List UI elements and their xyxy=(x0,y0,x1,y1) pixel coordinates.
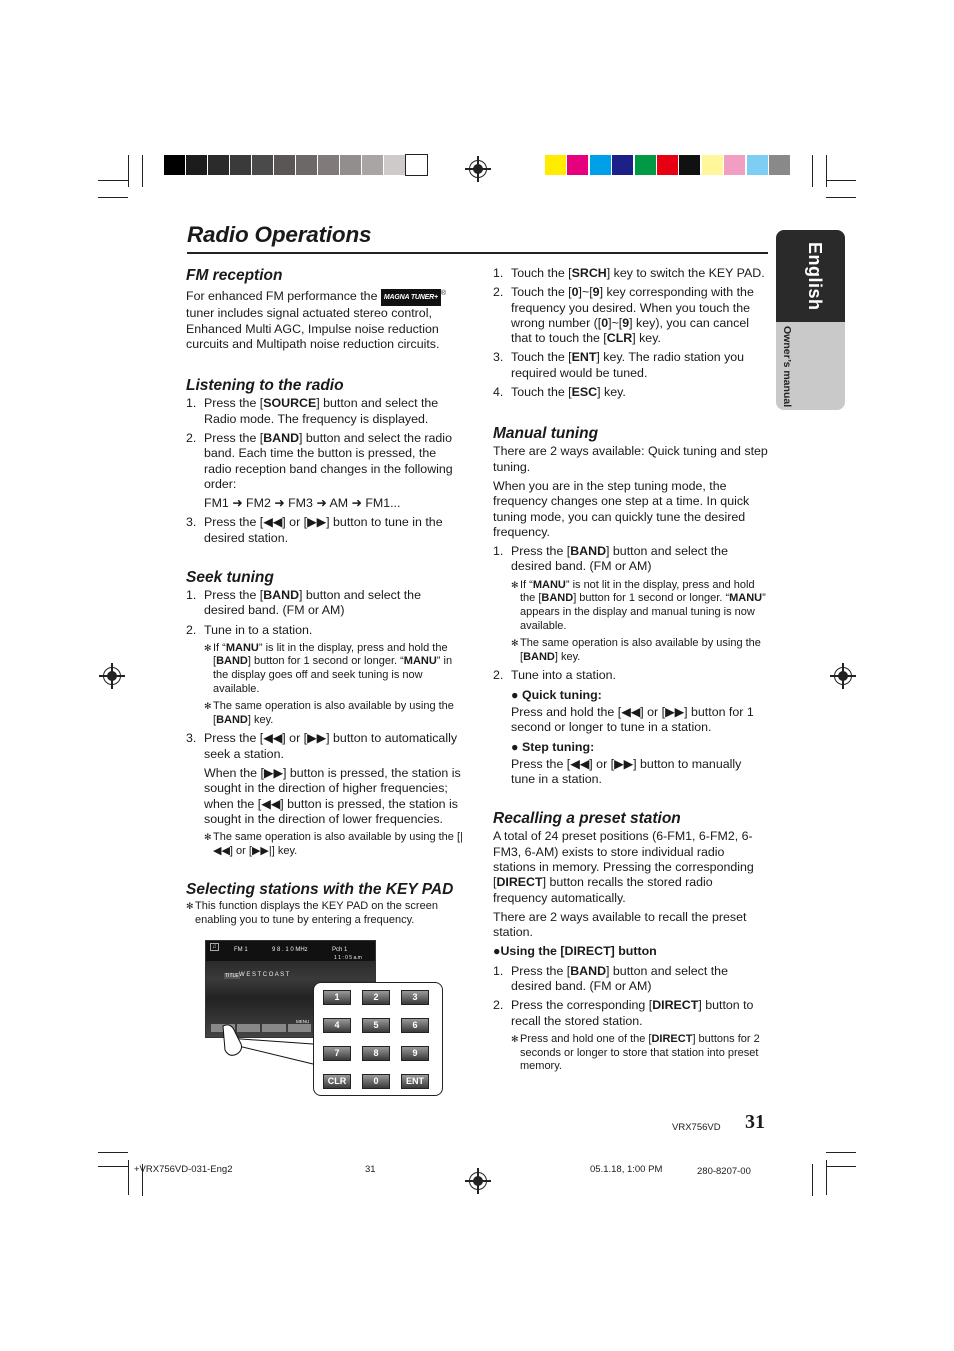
seek-step-3: 3. Press the [◀◀] or [▶▶] button to automatically seek a station. xyxy=(186,731,458,761)
preset-intro: A total of 24 preset positions (6-FM1, 6-FM2, 6-FM3, 6-AM) exists to store individual radio stations in memory. Pressing the corresponding [DIRECT] button recalls the stored radio frequency automatically. xyxy=(493,829,754,905)
footer-part: 280-8207-00 xyxy=(697,1166,751,1177)
color-swatch xyxy=(186,155,207,175)
color-swatch xyxy=(362,155,383,175)
magna-tuner-logo: MAGNA TUNER+ xyxy=(381,289,441,306)
key-pad-note: ✻ This function displays the KEY PAD on the screen enabling you to tune by entering a frequency. xyxy=(186,900,438,926)
language-tab-label: English xyxy=(805,242,825,311)
preset-ways: There are 2 ways available to recall the preset station. xyxy=(493,909,747,940)
seek-note-1: ✻ If “MANU” is lit in the display, press and hold the [BAND] button for 1 second or longer. “MANU” in the display goes off and seek tuning is now available. xyxy=(204,641,453,695)
preset-step-1: 1. Press the [BAND] button and select the desired band. (FM or AM) xyxy=(493,963,728,994)
keypad-key-3: 3 xyxy=(401,990,429,1005)
next-icon: ▶▶ xyxy=(263,766,283,781)
manual-tuning-intro: There are 2 ways available: Quick tuning and step tuning. xyxy=(493,444,768,474)
fm-reception-heading: FM reception xyxy=(186,267,283,284)
next-icon: ▶▶ xyxy=(665,704,685,719)
keypad-key-6: 6 xyxy=(401,1018,429,1033)
footer-file: +VRX756VD-031-Eng2 xyxy=(134,1164,233,1175)
recalling-preset-heading: Recalling a preset station xyxy=(493,810,681,828)
radio-screen: ♫ FM 1 9 8 . 1 0 MHz Pch 1 1 1 : 0 5 a.m TITLE W E S T C O A S T MENU xyxy=(205,940,376,1038)
key-pad-panel xyxy=(313,982,443,1096)
listen-step-3: 3. Press the [◀◀] or [▶▶] button to tune in the desired station. xyxy=(186,515,443,545)
keypad-step-1: 1. Touch the [SRCH] key to switch the KEY PAD. xyxy=(493,266,765,280)
color-swatch xyxy=(252,155,273,175)
seek-step-1: 1. Press the [BAND] button and select the desired band. (FM or AM) xyxy=(186,587,421,618)
page-number: 31 xyxy=(745,1111,765,1133)
prev-icon: ◀◀ xyxy=(261,796,281,811)
manual-tuning-heading: Manual tuning xyxy=(493,425,599,443)
color-swatch xyxy=(567,155,588,175)
fm-reception-text: For enhanced FM performance the MAGNA TUNER+® tuner includes signal actuated stereo control, Enhanced Multi AGC, Impulse noise reduction curcuits and Multipath noise reduction circuits. xyxy=(186,289,447,352)
color-swatch xyxy=(164,155,185,175)
color-swatch xyxy=(384,155,405,175)
seek-tuning-heading: Seek tuning xyxy=(186,568,274,586)
footer-page: 31 xyxy=(365,1164,376,1175)
seek-explanation: When the [▶▶] button is pressed, the station is sought in the direction of higher frequencies; when the [◀◀] button is pressed, the station is sought in the direction of lower frequencies. xyxy=(204,766,461,826)
left-column xyxy=(186,266,464,932)
quick-tuning-text: Press and hold the [◀◀] or [▶▶] button for 1 second or longer to tune in a station. xyxy=(511,704,754,735)
prev-icon: ◀◀ xyxy=(570,756,590,771)
keypad-step-3: 3. Touch the [ENT] key. The radio station you required would be tuned. xyxy=(493,350,745,380)
manual-note-1: ✻ If “MANU” is not lit in the display, press and hold the [BAND] button for 1 second or longer. “MANU” appears in the display and manual tuning is now available. xyxy=(511,578,766,632)
color-swatch xyxy=(635,155,656,175)
color-swatch xyxy=(274,155,295,175)
registration-mark-icon xyxy=(834,667,852,685)
prev-icon: ◀◀ xyxy=(263,731,283,746)
color-swatch xyxy=(406,155,427,175)
manual-tuning-desc: When you are in the step tuning mode, the frequency changes one step at a time. In quick tuning mode, you can quickly tune the desired frequency. xyxy=(493,478,750,539)
next-icon: ▶▶ xyxy=(307,731,327,746)
keypad-key-2: 2 xyxy=(362,990,390,1005)
keypad-key-1: 1 xyxy=(323,990,351,1005)
keypad-step-2: 2. Touch the [0]~[9] key corresponding with the frequency you desired. When you touch the wrong number ([0]~[9] key), you can cancel that to touch the [CLR] key. xyxy=(493,285,754,346)
seek-step-2: 2. Tune in to a station. xyxy=(186,622,313,637)
footer-date: 05.1.18, 1:00 PM xyxy=(590,1164,663,1175)
step-tuning-label: ● Step tuning: xyxy=(511,739,595,754)
direct-button-subheading: ●Using the [DIRECT] button xyxy=(493,944,657,959)
color-swatch xyxy=(590,155,611,175)
owners-manual-tab xyxy=(776,322,845,410)
keypad-key-8: 8 xyxy=(362,1046,390,1061)
color-swatch xyxy=(230,155,251,175)
prev-icon: ◀◀ xyxy=(263,515,283,530)
band-sequence: FM1 ➜ FM2 ➜ FM3 ➜ AM ➜ FM1... xyxy=(204,496,401,511)
registration-mark-icon xyxy=(103,667,121,685)
right-column xyxy=(493,266,768,1078)
next-icon: ▶▶ xyxy=(614,756,634,771)
preset-step-2: 2. Press the corresponding [DIRECT] button to recall the stored station. xyxy=(493,998,754,1028)
color-swatch xyxy=(769,155,790,175)
keypad-key-clr: CLR xyxy=(323,1074,351,1089)
color-swatch xyxy=(340,155,361,175)
screen-icon: ♫ xyxy=(212,944,217,950)
color-swatch xyxy=(657,155,678,175)
registration-mark-icon xyxy=(469,1172,487,1190)
registered-mark: ® xyxy=(440,290,447,297)
next-icon: ▶▶ xyxy=(307,515,327,530)
color-swatch xyxy=(208,155,229,175)
seek-note-3: ✻ The same operation is also available by using the [|◀◀] or [▶▶|] key. xyxy=(204,831,463,857)
model-number: VRX756VD xyxy=(672,1122,721,1133)
listening-heading: Listening to the radio xyxy=(186,377,344,395)
language-tab xyxy=(776,230,845,322)
keypad-key-4: 4 xyxy=(323,1018,351,1033)
seek-note-2: ✻ The same operation is also available by using the [BAND] key. xyxy=(204,700,454,726)
key-pad-heading: Selecting stations with the KEY PAD xyxy=(186,881,454,899)
keypad-step-4: 4. Touch the [ESC] key. xyxy=(493,385,626,400)
step-tuning-text: Press the [◀◀] or [▶▶] button to manually tune in a station. xyxy=(511,756,742,787)
keypad-key-0: 0 xyxy=(362,1074,390,1089)
page-title: Radio Operations xyxy=(187,222,372,247)
quick-tuning-label: ● Quick tuning: xyxy=(511,687,602,702)
listen-step-1: 1. Press the [SOURCE] button and select the Radio mode. The frequency is displayed. xyxy=(186,396,439,426)
title-rule xyxy=(187,252,768,254)
keypad-key-5: 5 xyxy=(362,1018,390,1033)
color-swatch xyxy=(724,155,745,175)
key-pad-illustration xyxy=(205,940,443,1096)
color-swatch xyxy=(318,155,339,175)
registration-mark-icon xyxy=(469,160,487,178)
color-swatch xyxy=(747,155,768,175)
skip-back-icon: |◀◀ xyxy=(213,831,463,857)
color-swatch xyxy=(545,155,566,175)
color-swatch xyxy=(679,155,700,175)
keypad-key-9: 9 xyxy=(401,1046,429,1061)
manual-step-1: 1. Press the [BAND] button and select the desired band. (FM or AM) xyxy=(493,544,728,574)
manual-step-2: 2. Tune into a station. xyxy=(493,668,616,683)
prev-icon: ◀◀ xyxy=(621,704,641,719)
color-swatch xyxy=(702,155,723,175)
skip-forward-icon: ▶▶| xyxy=(251,844,272,857)
owners-manual-label: Owner’s manual xyxy=(781,326,793,408)
keypad-key-ent: ENT xyxy=(401,1074,429,1089)
manual-note-2: ✻ The same operation is also available by using the [BAND] key. xyxy=(511,637,761,663)
listen-step-2: 2. Press the [BAND] button and select the radio band. Each time the button is pressed, the radio reception band changes in the following order: xyxy=(186,430,453,491)
preset-note: ✻ Press and hold one of the [DIRECT] buttons for 2 seconds or longer to store that station into preset memory. xyxy=(511,1032,760,1073)
keypad-key-7: 7 xyxy=(323,1046,351,1061)
color-swatch xyxy=(612,155,633,175)
color-swatch xyxy=(296,155,317,175)
